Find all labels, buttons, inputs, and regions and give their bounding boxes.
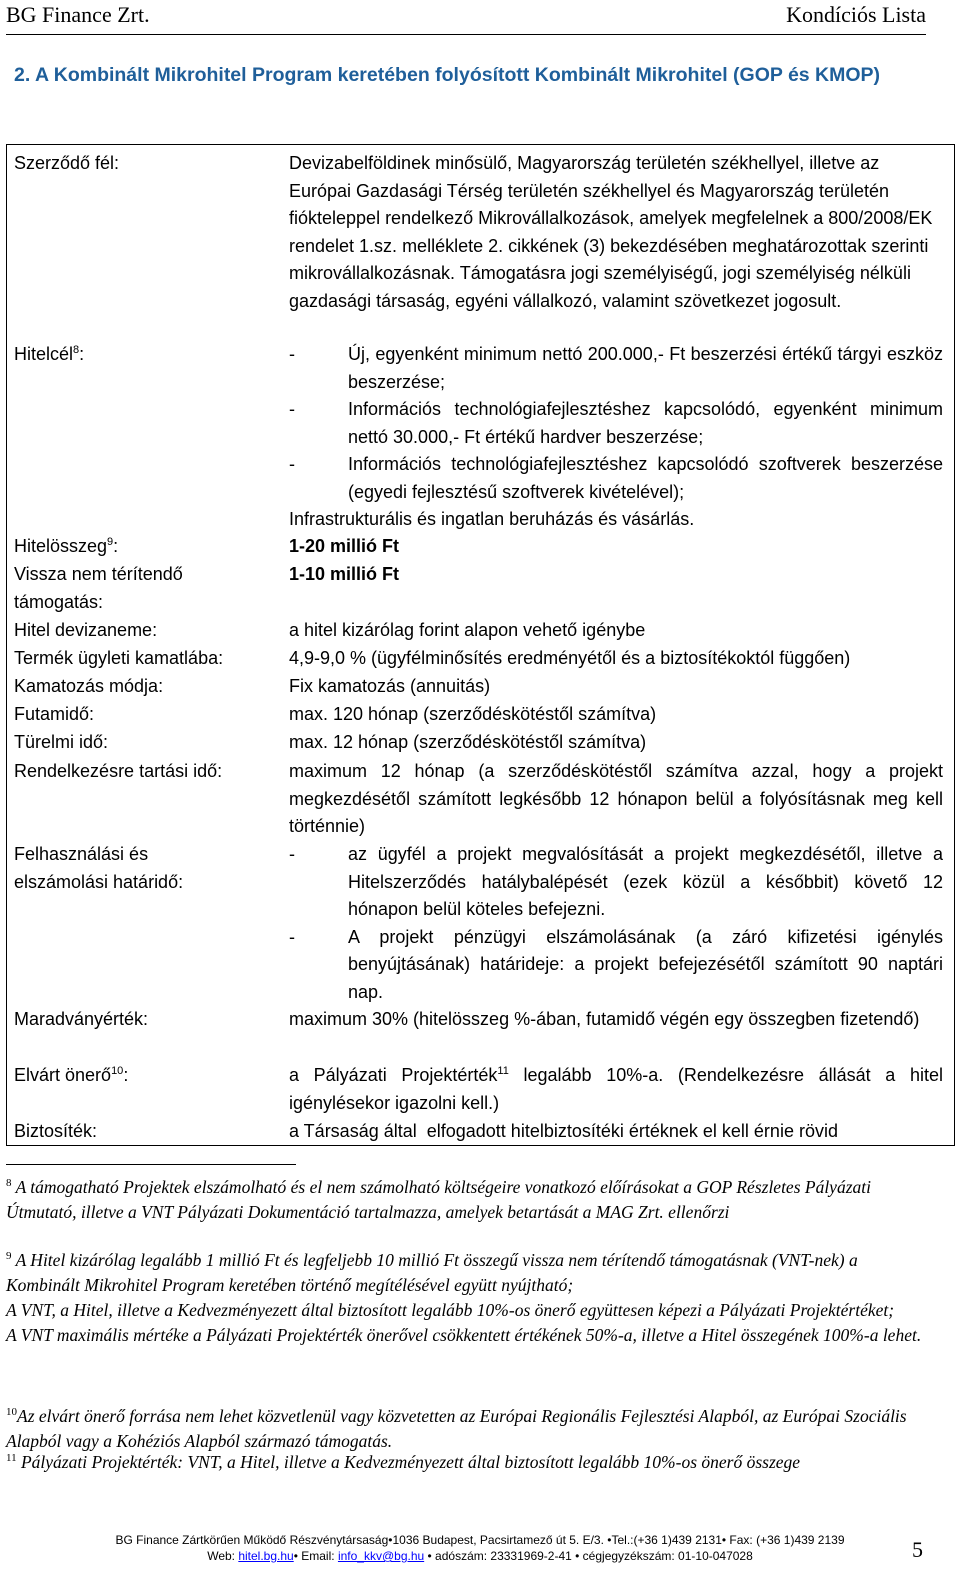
label-szerzodo: Szerződő fél: [14, 153, 120, 173]
footer-contact: Web: hitel.bg.hu• Email: info_kkv@bg.hu • adószám: 23331969-2-41 • cégjegyzékszám: 01-10-047028 [207, 1549, 753, 1563]
label-futamido: Futamidő: [14, 704, 95, 724]
value-vissza: 1-10 millió Ft [289, 564, 400, 584]
list-item: - Információs technológiafejlesztéshez kapcsolódó, egyenként minimum nettó 30.000,- Ft értékű hardver beszerzése; [289, 399, 943, 447]
label-kamat: Termék ügyleti kamatlába: [14, 648, 224, 668]
value-biztositek: a Társaság által elfogadott hitelbiztosítéki értéknek el kell érnie rövid [289, 1121, 838, 1141]
value-onero: a Pályázati Projektérték$^{11}$ legalább 10%-a. (Rendelkezésre állását a hitel igénylésekor igazolni kell.) [289, 1065, 943, 1113]
page-number: 5 [912, 1537, 923, 1562]
list-item: - Információs technológiafejlesztéshez kapcsolódó szoftverek beszerzése (egyedi fejlesztésű szoftverek kivételével); [289, 454, 943, 502]
list-item-last: Infrastrukturális és ingatlan beruházás és vásárlás. [289, 509, 695, 529]
label-rendelkezes: Rendelkezésre tartási idő: [14, 761, 223, 781]
label-hitelcel: Hitelcél$^8$: [14, 344, 85, 364]
value-szerzodo: Devizabelföldinek minősülő, Magyarország területén székhellyel, illetve az Európai Gazdasági Térség területén székhellyel és Magyarország területén fiókteleppel rendelkező Mikrovállalkozások, amelyek megfelelnek a 800/2008/EK rendelet 1.sz. melléklete 2. cikkének (3) bekezdésében meghatározottak szerinti mikrovállalkozásnak. Támogatásra jogi személyiségű, jogi személyiség nélküli gazdasági társaság, egyéni vállalkozó, valamint szövetkezet jogosult. [289, 153, 933, 311]
footnote-9: $^9$ A Hitel kizárólag legalább 1 millió Ft és legfeljebb 10 millió Ft összegű vissza nem térítendő támogatásnak (VNT-nek) a Kombinált Mikrohitel Program keretében történő megítélésével együtt nyújtható; A VNT, a Hitel, illetve a Kedvezményezett által biztosított legalább 10%-os önerő együttesen képezi a Pályázati Projektértéket; A VNT maximális mértéke a Pályázati Projektérték önerővel csökkentett értékének 50%-a, illetve a Hitel összegének 100%-a lehet. [6, 1250, 922, 1345]
email-link[interactable]: info_kkv@bg.hu [337, 1549, 425, 1563]
web-link[interactable]: hitel.bg.hu [238, 1549, 294, 1563]
label-turelmi: Türelmi idő: [14, 732, 109, 752]
value-futamido: max. 120 hónap (szerződéskötéstől számítva) [289, 704, 657, 724]
label-deviza: Hitel devizaneme: [14, 620, 158, 640]
footnote-10: $^{10}$Az elvárt önerő forrása nem lehet közvetlenül vagy közvetetten az Európai Regionális Fejlesztési Alapból, az Európai Szociális Alapból vagy a Kohéziós Alapból származó támogatás. [6, 1406, 907, 1451]
label-biztositek: Biztosíték: [14, 1121, 98, 1141]
value-hitelcel [289, 341, 943, 534]
label-maradvany: Maradványérték: [14, 1009, 149, 1029]
section-title: 2. A Kombinált Mikrohitel Program keretében folyósított Kombinált Mikrohitel (GOP és KMOP) [14, 64, 881, 86]
value-kamatozas: Fix kamatozás (annuitás) [289, 676, 491, 696]
value-felhasznalas [289, 841, 943, 1006]
list-item: - A projekt pénzügyi elszámolásának (a záró kifizetési igénylés benyújtásának) határideje: a projekt befejezésétől számított 90 naptári nap. [289, 926, 943, 1002]
footnote-separator [6, 1164, 296, 1165]
footnote-8: $^8$ A támogatható Projektek elszámolható és el nem számolható költségeire vonatkozó előírásokat a GOP Részletes Pályázati Útmutató, illetve a VNT Pályázati Dokumentáció tartalmazza, amelyek betartását a MAG Zrt. ellenőrzi [6, 1177, 871, 1222]
header-doc-title: Kondíciós Lista [786, 2, 926, 27]
value-hitelosszeg: 1-20 millió Ft [289, 536, 400, 556]
value-rendelkezes: maximum 12 hónap (a szerződéskötéstől számítva azzal, hogy a projekt megkezdésétől számított legkésőbb 12 hónapon belül a folyósításnak meg kell történnie) [289, 761, 943, 836]
label-vissza: Vissza nem térítendő támogatás: [14, 564, 183, 612]
value-kamat: 4,9-9,0 % (ügyfélminősítés eredményétől és a biztosítékoktól függően) [289, 648, 851, 668]
label-hitelosszeg: Hitelösszeg$^9$: [14, 536, 119, 556]
list-item: - Új, egyenként minimum nettó 200.000,- Ft beszerzési értékű tárgyi eszköz beszerzése; [289, 344, 943, 392]
page-header [6, 0, 926, 35]
value-maradvany: maximum 30% (hitelösszeg %-ában, futamidő végén egy összegben fizetendő) [289, 1009, 920, 1029]
list-item: - az ügyfél a projekt megvalósítását a projekt megkezdésétől, illetve a Hitelszerződés hatálybalépését (ezek közül a későbbit) követő 12 hónapon belül köteles befejezni. [289, 844, 943, 919]
header-company: BG Finance Zrt. [6, 2, 150, 27]
value-deviza: a hitel kizárólag forint alapon vehető igénybe [289, 620, 646, 640]
value-turelmi: max. 12 hónap (szerződéskötéstől számítva) [289, 732, 647, 752]
footnote-11: $^{11}$ Pályázati Projektérték: VNT, a Hitel, illetve a Kedvezményezett által biztosított legalább 10%-os önerő összege [6, 1452, 801, 1472]
label-felhasznalas: Felhasználási és elszámolási határidő: [14, 844, 184, 892]
label-onero: Elvárt önerő$^{10}$: [14, 1065, 129, 1085]
label-kamatozas: Kamatozás módja: [14, 676, 164, 696]
footer-address: BG Finance Zártkörűen Működő Részvénytársaság•1036 Budapest, Pacsirtamező út 5. E/3. •Tel.:(+36 1)439 2131• Fax: (+36 1)439 2139 [115, 1533, 845, 1547]
